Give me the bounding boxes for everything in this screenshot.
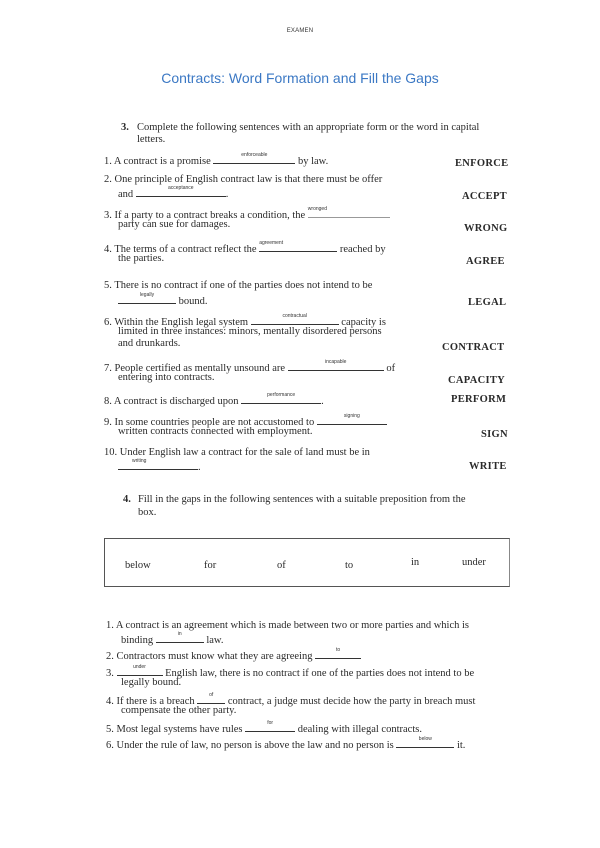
answer-text: in bbox=[177, 631, 182, 637]
keyword: SIGN bbox=[481, 429, 508, 440]
keyword: AGREE bbox=[466, 256, 505, 267]
keyword: ENFORCE bbox=[455, 158, 509, 169]
answer-blank[interactable] bbox=[396, 737, 454, 748]
ex4-item-1-cont: binding in law. bbox=[121, 632, 223, 647]
preposition-box bbox=[104, 538, 510, 587]
answer-blank[interactable] bbox=[317, 414, 387, 425]
page-title: Contracts: Word Formation and Fill the Gaps bbox=[161, 70, 439, 86]
ex3-item-6-cont: limited in three instances: minors, mentally disordered persons bbox=[118, 326, 382, 337]
ex3-item-6-cont2: and drunkards. bbox=[118, 338, 181, 349]
answer-blank[interactable] bbox=[197, 693, 225, 704]
answer-blank[interactable] bbox=[259, 241, 337, 252]
ex3-item-8: 8. A contract is discharged upon performance . bbox=[104, 393, 324, 408]
answer-text: writing bbox=[132, 458, 147, 464]
exercise-3-number: 3. bbox=[121, 122, 129, 133]
ex3-item-4: 4. The terms of a contract reflect the agreement reached by bbox=[104, 241, 386, 256]
keyword: WRONG bbox=[464, 223, 508, 234]
answer-blank[interactable] bbox=[118, 459, 198, 470]
box-word: for bbox=[204, 560, 217, 571]
answer-blank[interactable] bbox=[251, 314, 339, 325]
ex3-item-7: 7. People certified as mentally unsound are incapable of bbox=[104, 360, 395, 375]
answer-text: wronged bbox=[307, 206, 327, 212]
ex4-item-6: 6. Under the rule of law, no person is above the law and no person is below it. bbox=[106, 737, 465, 752]
answer-blank[interactable] bbox=[118, 293, 176, 304]
exercise-3-instructions-cont: letters. bbox=[137, 134, 166, 145]
ex3-item-10: 10. Under English law a contract for the sale of land must be in bbox=[104, 447, 370, 458]
keyword: PERFORM bbox=[451, 394, 507, 405]
answer-text: incapable bbox=[325, 359, 347, 365]
keyword: WRITE bbox=[469, 461, 507, 472]
ex4-item-3: 3. under English law, there is no contract if one of the parties does not intend to be bbox=[106, 665, 474, 680]
answer-text: below bbox=[418, 736, 432, 742]
ex4-item-4-cont: compensate the other party. bbox=[121, 705, 237, 716]
answer-text: of bbox=[209, 692, 214, 698]
answer-text: performance bbox=[267, 392, 296, 398]
box-word: under bbox=[462, 557, 486, 568]
ex4-item-4: 4. If there is a breach of contract, a judge must decide how the party in breach must bbox=[106, 693, 475, 708]
ex4-item-2: 2. Contractors must know what they are agreeing to bbox=[106, 648, 361, 663]
box-word: to bbox=[345, 560, 354, 571]
ex3-item-3: 3. If a party to a contract breaks a condition, the wronged bbox=[104, 207, 390, 222]
answer-text: for bbox=[267, 720, 274, 726]
keyword: ACCEPT bbox=[462, 191, 507, 202]
answer-blank[interactable] bbox=[117, 665, 163, 676]
box-word: of bbox=[277, 560, 286, 571]
ex3-item-3-cont: party can sue for damages. bbox=[118, 219, 231, 230]
ex4-item-3-cont: legally bound. bbox=[121, 677, 182, 688]
answer-text: under bbox=[133, 664, 146, 670]
ex3-item-1: 1. A contract is a promise enforceable by law. bbox=[104, 153, 328, 168]
answer-blank[interactable] bbox=[156, 632, 204, 643]
keyword: CAPACITY bbox=[448, 375, 506, 386]
exercise-3-instructions: Complete the following sentences with an appropriate form or the word in capital bbox=[137, 122, 480, 133]
exercise-4-number: 4. bbox=[123, 494, 131, 505]
ex3-item-10-cont: writing . bbox=[118, 459, 201, 474]
answer-blank[interactable] bbox=[136, 186, 226, 197]
box-word: in bbox=[411, 557, 420, 568]
ex3-item-2-cont: and acceptance . bbox=[118, 186, 228, 201]
answer-text: to bbox=[335, 647, 341, 653]
page-header: EXAMEN bbox=[286, 28, 314, 34]
answer-blank[interactable] bbox=[213, 153, 295, 164]
answer-text: enforceable bbox=[241, 152, 268, 158]
exercise-4-instructions-cont: box. bbox=[138, 507, 157, 518]
answer-blank[interactable] bbox=[315, 648, 361, 659]
answer-blank[interactable] bbox=[308, 207, 390, 218]
ex4-item-1: 1. A contract is an agreement which is made between two or more parties and which is bbox=[106, 620, 470, 631]
answer-text: agreement bbox=[259, 240, 284, 246]
ex3-item-5: 5. There is no contract if one of the parties does not intend to be bbox=[104, 280, 373, 291]
ex3-item-4-cont: the parties. bbox=[118, 253, 165, 264]
ex3-item-5-cont: legally bound. bbox=[118, 293, 208, 308]
ex3-item-2: 2. One principle of English contract law is that there must be offer bbox=[104, 174, 383, 185]
answer-text: signing bbox=[343, 413, 360, 419]
ex3-item-6: 6. Within the English legal system contractual capacity is bbox=[104, 314, 386, 329]
ex3-item-9-cont: written contracts connected with employment. bbox=[118, 426, 313, 437]
answer-text: legally bbox=[139, 292, 155, 298]
keyword: LEGAL bbox=[468, 297, 507, 308]
answer-blank[interactable] bbox=[245, 721, 295, 732]
box-word: below bbox=[125, 560, 151, 571]
keyword: CONTRACT bbox=[442, 342, 505, 353]
exercise-4-instructions: Fill in the gaps in the following sentences with a suitable preposition from the bbox=[138, 494, 466, 505]
answer-text: contractual bbox=[282, 313, 307, 319]
answer-blank[interactable] bbox=[241, 393, 321, 404]
ex4-item-5: 5. Most legal systems have rules for dealing with illegal contracts. bbox=[106, 721, 422, 736]
answer-text: acceptance bbox=[168, 185, 194, 191]
ex3-item-9: 9. In some countries people are not accustomed to signing bbox=[104, 414, 387, 429]
ex3-item-7-cont: entering into contracts. bbox=[118, 372, 215, 383]
answer-blank[interactable] bbox=[288, 360, 384, 371]
